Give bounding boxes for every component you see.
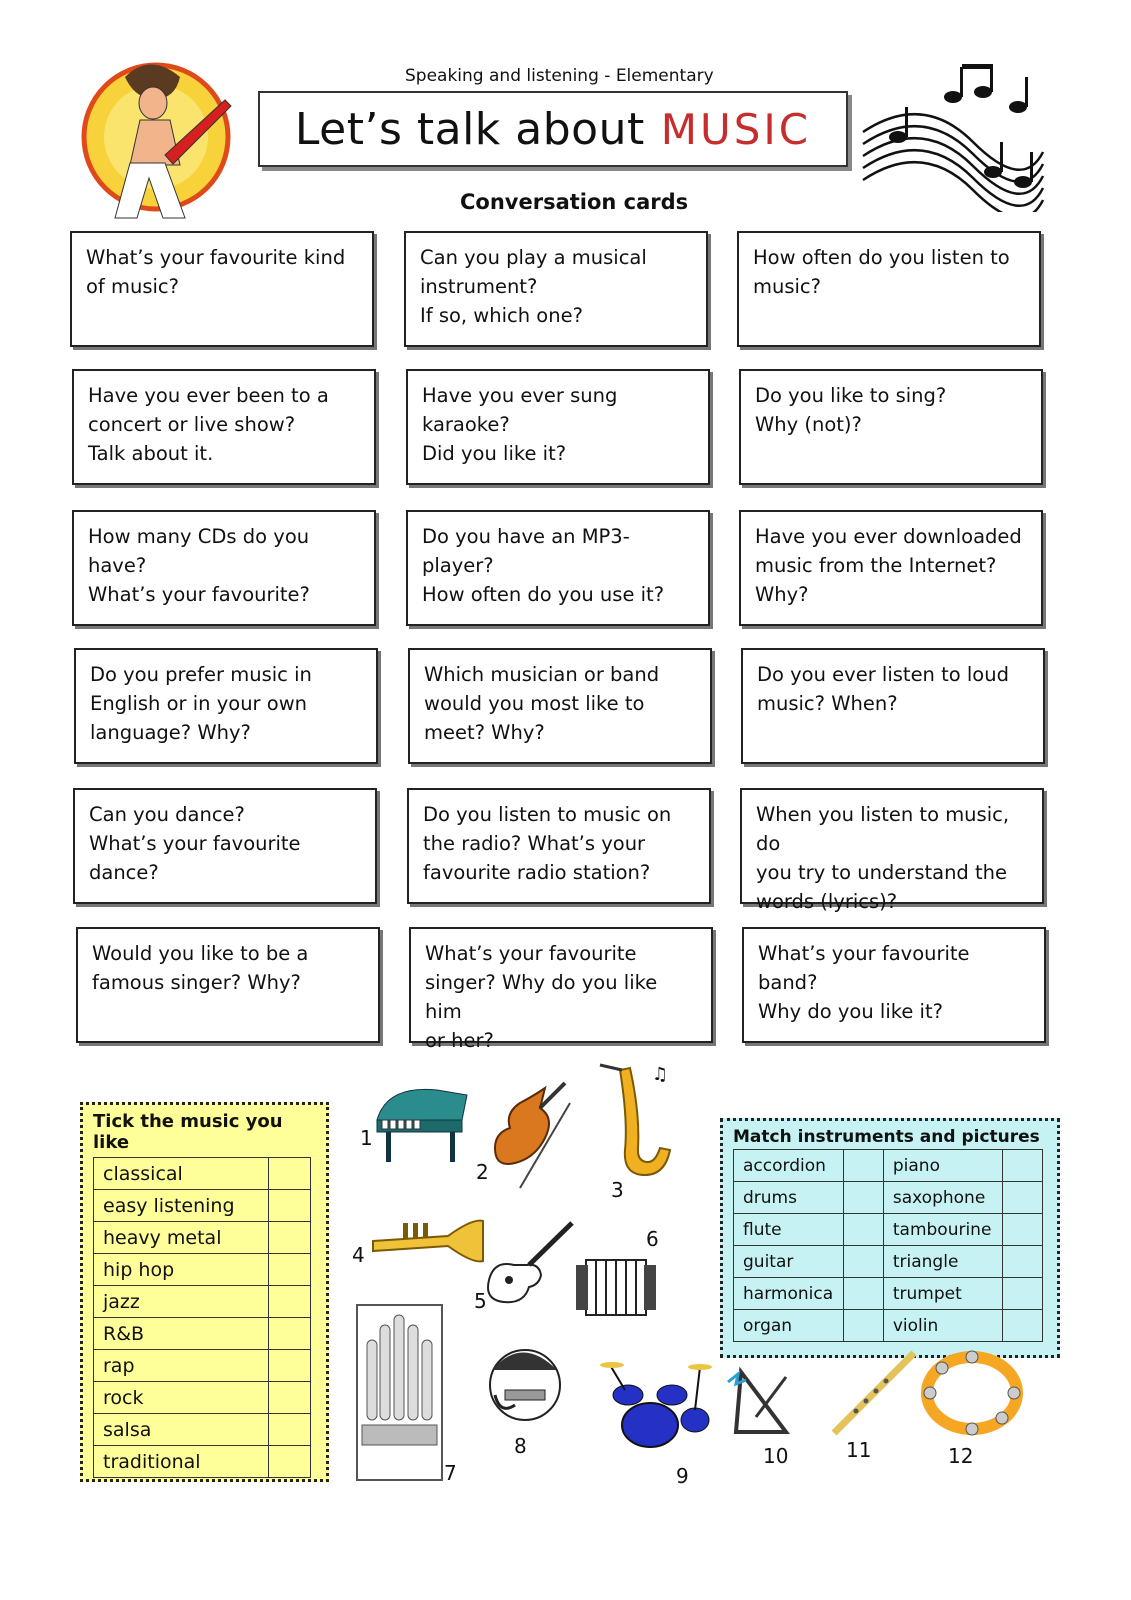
- genre-checkbox[interactable]: [269, 1382, 311, 1414]
- conversation-card: Do you prefer music in English or in your own language? Why?: [74, 648, 378, 764]
- conversation-card: Have you ever been to a concert or live show? Talk about it.: [72, 369, 376, 485]
- instrument-row: [734, 1214, 1043, 1246]
- triangle-icon: [726, 1362, 796, 1442]
- genre-label: easy listening: [94, 1190, 269, 1222]
- genre-row: [94, 1414, 311, 1446]
- answer-cell[interactable]: [843, 1150, 883, 1182]
- instrument-label: violin: [883, 1310, 1002, 1342]
- genre-row: [94, 1446, 311, 1478]
- flute-icon: [826, 1345, 921, 1440]
- conversation-card: Have you ever downloaded music from the Internet? Why?: [739, 510, 1043, 626]
- instrument-row: [734, 1246, 1043, 1278]
- instrument-label: trumpet: [883, 1278, 1002, 1310]
- instrument-label: drums: [734, 1182, 844, 1214]
- genre-row: [94, 1350, 311, 1382]
- conversation-card: Do you listen to music on the radio? What’s your favourite radio station?: [407, 788, 711, 904]
- answer-cell[interactable]: [843, 1310, 883, 1342]
- instrument-table: [733, 1149, 1043, 1342]
- conversation-card: What’s your favourite kind of music?: [70, 231, 374, 347]
- conversation-card: Do you ever listen to loud music? When?: [741, 648, 1045, 764]
- answer-cell[interactable]: [843, 1246, 883, 1278]
- genre-row: [94, 1190, 311, 1222]
- match-instruments-box: [720, 1118, 1060, 1358]
- genre-label: rock: [94, 1382, 269, 1414]
- instrument-label: accordion: [734, 1150, 844, 1182]
- instrument-label: flute: [734, 1214, 844, 1246]
- genre-checkbox[interactable]: [269, 1190, 311, 1222]
- music-notes-clipart-icon: [858, 62, 1048, 212]
- instrument-row: [734, 1182, 1043, 1214]
- conversation-card: What’s your favourite singer? Why do you like him or her?: [409, 927, 713, 1043]
- genre-label: salsa: [94, 1414, 269, 1446]
- genre-checkbox[interactable]: [269, 1446, 311, 1478]
- answer-cell[interactable]: [1003, 1278, 1043, 1310]
- genre-label: heavy metal: [94, 1222, 269, 1254]
- genre-checkbox[interactable]: [269, 1254, 311, 1286]
- answer-cell[interactable]: [843, 1182, 883, 1214]
- conversation-card: What’s your favourite band? Why do you like it?: [742, 927, 1046, 1043]
- instrument-row: [734, 1278, 1043, 1310]
- accordion-icon: [566, 1240, 666, 1338]
- guitar-icon: [484, 1215, 579, 1305]
- picture-number: 3: [611, 1178, 624, 1202]
- instrument-label: guitar: [734, 1246, 844, 1278]
- conversation-card: Would you like to be a famous singer? Why?: [76, 927, 380, 1043]
- conversation-card: Have you ever sung karaoke? Did you like it?: [406, 369, 710, 485]
- picture-number: 5: [474, 1289, 487, 1313]
- picture-number: 11: [846, 1438, 872, 1462]
- trumpet-icon: [368, 1213, 486, 1268]
- genre-checkbox[interactable]: [269, 1414, 311, 1446]
- conversation-card: How often do you listen to music?: [737, 231, 1041, 347]
- piano-icon: [372, 1080, 472, 1165]
- drums-icon: [600, 1355, 715, 1455]
- picture-number: 12: [948, 1444, 974, 1468]
- harmonica-player-icon: [470, 1340, 580, 1430]
- conversation-card: Which musician or band would you most like to meet? Why?: [408, 648, 712, 764]
- instrument-label: organ: [734, 1310, 844, 1342]
- genre-label: jazz: [94, 1286, 269, 1318]
- conversation-card: When you listen to music, do you try to understand the words (lyrics)?: [740, 788, 1044, 904]
- picture-number: 6: [646, 1227, 659, 1251]
- match-box-heading: Match instruments and pictures: [733, 1127, 1040, 1147]
- instrument-label: tambourine: [883, 1214, 1002, 1246]
- genre-label: traditional: [94, 1446, 269, 1478]
- instrument-label: saxophone: [883, 1182, 1002, 1214]
- picture-number: 2: [476, 1160, 489, 1184]
- tick-music-box: [80, 1102, 329, 1482]
- section-heading: Conversation cards: [460, 190, 689, 214]
- instrument-label: harmonica: [734, 1278, 844, 1310]
- genre-checkbox[interactable]: [269, 1158, 311, 1190]
- organ-icon: [352, 1300, 447, 1485]
- picture-number: 4: [352, 1243, 365, 1267]
- picture-number: 8: [514, 1434, 527, 1458]
- worksheet-title: [258, 91, 848, 167]
- answer-cell[interactable]: [843, 1278, 883, 1310]
- instrument-row: [734, 1150, 1043, 1182]
- genre-row: [94, 1286, 311, 1318]
- genre-checkbox[interactable]: [269, 1318, 311, 1350]
- worksheet-subtitle: Speaking and listening - Elementary: [405, 66, 714, 86]
- genre-row: [94, 1382, 311, 1414]
- conversation-card: Do you like to sing? Why (not)?: [739, 369, 1043, 485]
- tick-box-heading: Tick the music you like: [93, 1111, 283, 1153]
- instrument-label: piano: [883, 1150, 1002, 1182]
- tambourine-icon: [920, 1348, 1025, 1438]
- genre-checkbox[interactable]: [269, 1350, 311, 1382]
- genre-label: classical: [94, 1158, 269, 1190]
- picture-number: 7: [444, 1461, 457, 1485]
- picture-number: 9: [676, 1464, 689, 1488]
- answer-cell[interactable]: [843, 1214, 883, 1246]
- answer-cell[interactable]: [1003, 1214, 1043, 1246]
- answer-cell[interactable]: [1003, 1182, 1043, 1214]
- instrument-label: triangle: [883, 1246, 1002, 1278]
- violin-icon: [490, 1078, 580, 1193]
- genre-row: [94, 1254, 311, 1286]
- answer-cell[interactable]: [1003, 1246, 1043, 1278]
- svg-text:♫: ♫: [652, 1064, 669, 1085]
- saxophone-icon: [590, 1060, 685, 1185]
- title-main: Let’s talk about: [294, 103, 645, 155]
- genre-checkbox[interactable]: [269, 1286, 311, 1318]
- genre-row: [94, 1158, 311, 1190]
- conversation-card: How many CDs do you have? What’s your favourite?: [72, 510, 376, 626]
- picture-number: 1: [360, 1126, 373, 1150]
- conversation-card: Can you play a musical instrument? If so, which one?: [404, 231, 708, 347]
- conversation-card: Do you have an MP3-player? How often do you use it?: [406, 510, 710, 626]
- answer-cell[interactable]: [1003, 1310, 1043, 1342]
- genre-checkbox[interactable]: [269, 1222, 311, 1254]
- title-accent: MUSIC: [660, 104, 812, 154]
- answer-cell[interactable]: [1003, 1150, 1043, 1182]
- conversation-card: Can you dance? What’s your favourite dance?: [73, 788, 377, 904]
- genre-label: hip hop: [94, 1254, 269, 1286]
- guitarist-clipart-icon: [70, 45, 250, 225]
- genre-table: [93, 1157, 311, 1478]
- picture-number: 10: [763, 1444, 789, 1468]
- genre-row: [94, 1318, 311, 1350]
- genre-label: rap: [94, 1350, 269, 1382]
- genre-label: R&B: [94, 1318, 269, 1350]
- genre-row: [94, 1222, 311, 1254]
- instrument-row: [734, 1310, 1043, 1342]
